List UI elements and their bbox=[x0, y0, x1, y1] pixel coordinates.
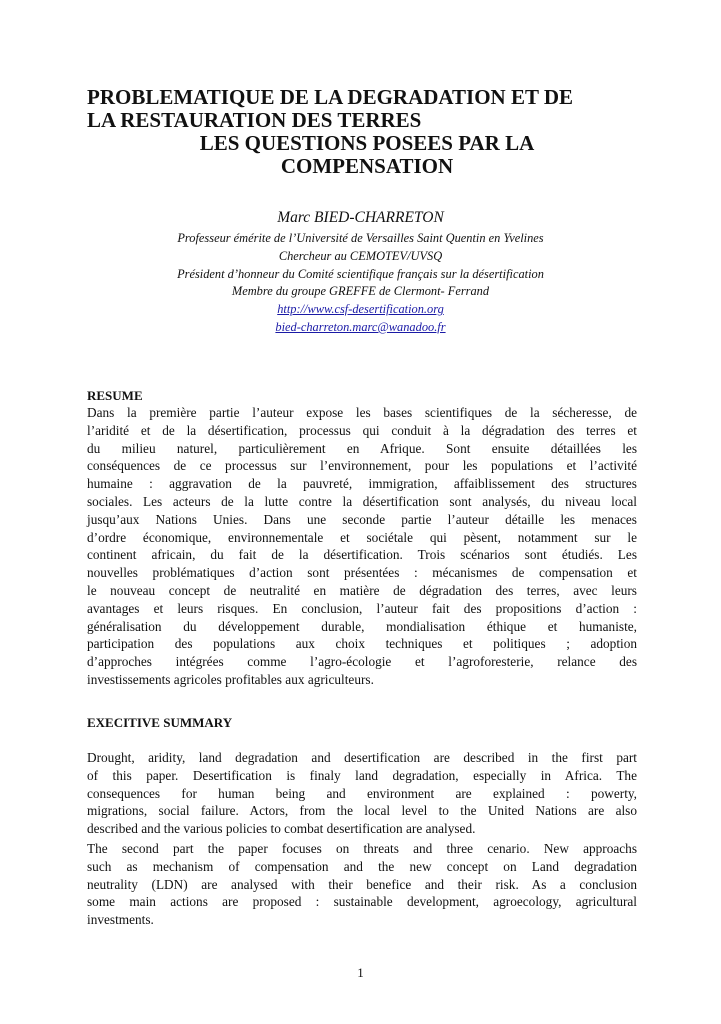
affiliation-line: Professeur émérite de l’Université de Versailles Saint Quentin en Yvelines bbox=[177, 231, 544, 245]
affiliation-line: Président d’honneur du Comité scientifique français sur la désertification bbox=[177, 266, 544, 281]
author-affiliations bbox=[0, 230, 721, 337]
text-line: d’approches intégrées comme l’agro-écologie et l’agroforesterie, relance des bbox=[87, 654, 637, 670]
affiliation-line: Chercheur au CEMOTEV/UVSQ bbox=[278, 248, 443, 263]
text-line: The second part the paper focuses on threats and three cenario. New approachs bbox=[87, 841, 637, 856]
text-line: conséquences de ce processus sur l’environnement, pour les populations et l’activité bbox=[87, 458, 637, 474]
text-line: consequences for human being and environment are explained : powerty, bbox=[87, 785, 637, 801]
text-line: investissements agricoles profitables aux agriculteurs. bbox=[87, 671, 374, 687]
text-line: l’aridité et de la désertification, processus qui conduit à la dégradation des terres et bbox=[87, 422, 637, 438]
title-line-1: PROBLEMATIQUE DE LA DEGRADATION ET DE bbox=[87, 85, 573, 109]
text-line: avantages et leurs risques. En conclusion, l’auteur fait des propositions d’action : bbox=[87, 600, 637, 616]
text-line: sociales. Les acteurs de la lutte contre la désertification sont analysés, du niveau local bbox=[87, 493, 637, 509]
title-line-3: LES QUESTIONS POSEES PAR LA bbox=[199, 131, 535, 155]
text-line: généralisation du développement durable, mondialisation éthique et humaniste, bbox=[87, 618, 637, 634]
text-line: of this paper. Desertification is finaly land degradation, especially in Africa. The bbox=[87, 767, 637, 783]
author-name: Marc BIED-CHARRETON bbox=[277, 209, 444, 226]
text-line: nouvelles problématiques d’action sont présentées : mécanismes de compensation et bbox=[87, 565, 637, 581]
text-line: investments. bbox=[87, 912, 154, 928]
resume-heading: RESUME bbox=[87, 388, 143, 403]
text-line: jusqu’aux Nations Unies. Dans une seconde partie l’auteur détaille les menaces bbox=[87, 511, 637, 527]
affiliation-line: Membre du groupe GREFFE de Clermont- Ferrand bbox=[231, 284, 490, 299]
text-line: continent africain, du fait de la désertification. Trois scénarios sont étudiés. Les bbox=[87, 547, 637, 563]
text-line: Dans la première partie l’auteur expose les bases scientifiques de la sécheresse, de bbox=[87, 405, 637, 420]
text-line: d’ordre économique, environnementale et sociétale qui pèsent, notamment sur le bbox=[87, 529, 637, 545]
page-number: 1 bbox=[357, 965, 364, 980]
paper-title bbox=[87, 86, 647, 178]
resume-paragraph bbox=[87, 404, 637, 689]
text-line: Drought, aridity, land degradation and desertification are described in the first part bbox=[87, 750, 637, 765]
text-line: such as mechanism of compensation and the new concept on Land degradation bbox=[87, 858, 637, 874]
summary-heading: EXECITIVE SUMMARY bbox=[87, 715, 233, 730]
text-line: le nouveau concept de neutralité en matière de dégradation des terres, avec leurs bbox=[87, 582, 637, 598]
summary-paragraph-2 bbox=[87, 840, 637, 929]
text-line: du milieu naturel, particulièrement en Afrique. Sont ensuite détaillées les bbox=[87, 440, 637, 456]
title-line-4: COMPENSATION bbox=[280, 154, 454, 178]
website-link[interactable]: http://www.csf-desertification.org bbox=[277, 302, 444, 317]
text-line: neutrality (LDN) are analysed with their benefice and their risk. As a conclusion bbox=[87, 876, 637, 892]
summary-paragraph-1 bbox=[87, 749, 637, 838]
text-line: humaine : aggravation de la pauvreté, immigration, affaiblissement des structures bbox=[87, 476, 637, 492]
email-link[interactable]: bied-charreton.marc@wanadoo.fr bbox=[275, 319, 446, 334]
text-line: described and the various policies to combat desertification are analysed. bbox=[87, 821, 476, 837]
text-line: participation des populations aux choix techniques et politiques ; adoption bbox=[87, 636, 637, 652]
title-line-2: LA RESTAURATION DES TERRES bbox=[87, 108, 422, 132]
text-line: migrations, social failure. Actors, from the local level to the United Nations are also bbox=[87, 803, 637, 819]
text-line: some main actions are proposed : sustainable development, agroecology, agricultural bbox=[87, 894, 637, 910]
